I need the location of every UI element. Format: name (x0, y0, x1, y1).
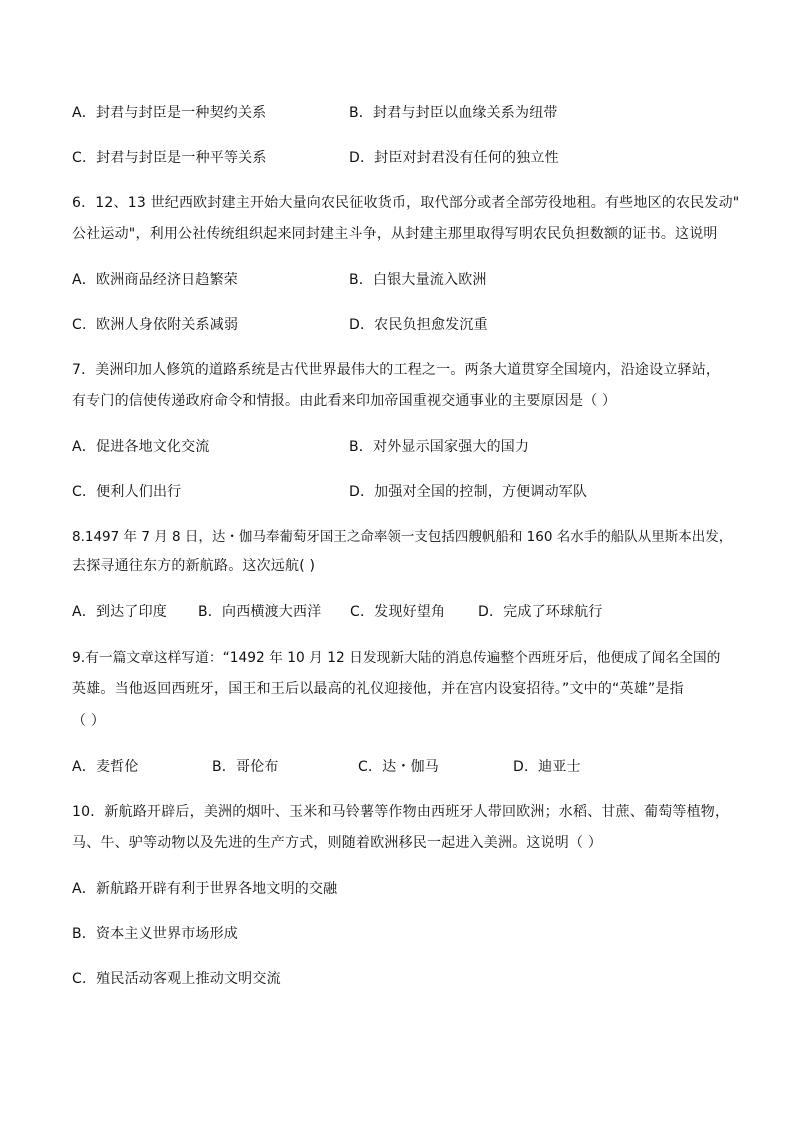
q5-option-d: D．封臣对封君没有任何的独立性 (349, 150, 559, 166)
q5-option-c: C．封君与封臣是一种平等关系 (72, 150, 267, 166)
q8-option-c: C．发现好望角 (350, 604, 446, 620)
q9-option-b: B．哥伦布 (212, 759, 279, 775)
q5-option-b: B．封君与封臣以血缘关系为纽带 (349, 105, 558, 121)
q7-stem-line-1: 7．美洲印加人修筑的道路系统是古代世界最伟大的工程之一。两条大道贯穿全国境内，沿途设立驿站， (72, 362, 721, 378)
q8-stem-line-1: 8.1497 年 7 月 8 日，达・伽马奉葡萄牙国王之命率领一支包括四艘帆船和 160 名水手的船队从里斯本出发， (72, 529, 733, 545)
q6-option-a: A．欧洲商品经济日趋繁荣 (72, 272, 238, 288)
q6-stem-line-1: 6．12、13 世纪西欧封建主开始大量向农民征收货币，取代部分或者全部劳役地租。有些地区的农民发动" (72, 195, 740, 211)
q7-option-b: B．对外显示国家强大的国力 (349, 439, 530, 455)
q6-option-d: D．农民负担愈发沉重 (349, 317, 488, 333)
q8-option-b: B．向西横渡大西洋 (198, 604, 322, 620)
q6-option-c: C．欧洲人身依附关系减弱 (72, 317, 239, 333)
q9-option-c: C．达・伽马 (358, 759, 439, 775)
q6-option-b: B．白银大量流入欧洲 (349, 272, 487, 288)
q8-option-d: D．完成了环球航行 (478, 604, 603, 620)
q9-stem-line-1: 9.有一篇文章这样写道：“1492 年 10 月 12 日发现新大陆的消息传遍整个西班牙后，他便成了闻名全国的 (72, 650, 721, 666)
q9-stem-line-2: 英雄。当他返回西班牙，国王和王后以最高的礼仪迎接他，并在宫内设宴招待。”文中的“英雄”是指 (72, 681, 684, 697)
q7-option-a: A．促进各地文化交流 (72, 439, 210, 455)
q10-stem-line-2: 马、牛、驴等动物以及先进的生产方式，则随着欧洲移民一起进入美洲。这说明（ ） (72, 835, 603, 851)
q8-option-a: A．到达了印度 (72, 604, 167, 620)
q9-stem-line-3: （ ） (72, 713, 106, 729)
q8-stem-line-2: 去探寻通往东方的新航路。这次远航( ) (72, 558, 316, 574)
q10-option-b: B．资本主义世界市场形成 (72, 926, 239, 942)
q10-option-a: A．新航路开辟有利于世界各地文明的交融 (72, 881, 338, 897)
q7-stem-line-2: 有专门的信使传递政府命令和情报。由此看来印加帝国重视交通事业的主要原因是（ ） (72, 393, 617, 409)
q9-option-a: A．麦哲伦 (72, 759, 139, 775)
q5-option-a: A．封君与封臣是一种契约关系 (72, 105, 267, 121)
q9-option-d: D．迪亚士 (513, 759, 581, 775)
q10-stem-line-1: 10．新航路开辟后，美洲的烟叶、玉米和马铃薯等作物由西班牙人带回欧洲；水稻、甘蔗、葡萄等植物， (72, 804, 730, 820)
q10-option-c: C．殖民活动客观上推动文明交流 (72, 971, 281, 987)
q7-option-d: D．加强对全国的控制，方便调动军队 (349, 484, 588, 500)
q7-option-c: C．便利人们出行 (72, 484, 182, 500)
q6-stem-line-2: 公社运动"，利用公社传统组织起来同封建主斗争，从封建主那里取得写明农民负担数额的证书。这说明 (72, 226, 718, 242)
